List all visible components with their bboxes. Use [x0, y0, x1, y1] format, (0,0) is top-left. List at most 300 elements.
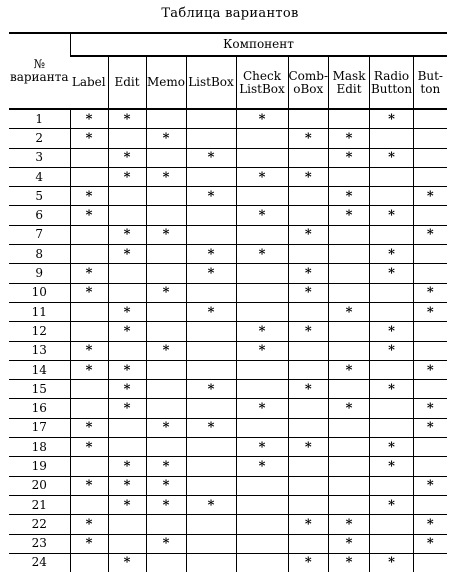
- component-mark: *: [207, 246, 215, 262]
- component-cell: [288, 283, 329, 302]
- component-cell: [370, 245, 414, 264]
- component-cell: [236, 225, 288, 244]
- table-row: [9, 438, 447, 457]
- component-cell: [414, 302, 447, 321]
- component-mark: *: [345, 362, 353, 378]
- component-cell: [146, 225, 186, 244]
- component-mark: *: [345, 130, 353, 146]
- component-cell: [108, 360, 146, 379]
- component-mark: *: [123, 323, 131, 339]
- component-cell: [329, 167, 370, 186]
- component-cell: [108, 187, 146, 206]
- component-cell: [329, 148, 370, 167]
- component-cell: [414, 322, 447, 341]
- component-cell: [288, 187, 329, 206]
- component-cell: [370, 341, 414, 360]
- component-cell: [146, 109, 186, 129]
- component-mark: *: [207, 188, 215, 204]
- component-cell: [288, 109, 329, 129]
- table-row: [9, 167, 447, 186]
- column-header: Radio Button: [370, 56, 414, 109]
- component-mark: *: [345, 188, 353, 204]
- table-row: [9, 495, 447, 514]
- component-cell: [186, 148, 236, 167]
- component-cell: [329, 438, 370, 457]
- table-row: [9, 109, 447, 129]
- component-cell: [288, 457, 329, 476]
- component-mark: *: [304, 130, 312, 146]
- variant-number: 15: [9, 380, 70, 399]
- component-cell: [146, 245, 186, 264]
- component-cell: [370, 264, 414, 283]
- component-cell: [370, 322, 414, 341]
- component-cell: [288, 360, 329, 379]
- component-cell: [329, 225, 370, 244]
- component-cell: [146, 341, 186, 360]
- column-header: ListBox: [186, 56, 236, 109]
- component-cell: [236, 109, 288, 129]
- component-cell: [70, 438, 108, 457]
- component-mark: *: [388, 497, 395, 513]
- component-mark: *: [207, 497, 215, 513]
- component-cell: [236, 206, 288, 225]
- variant-number: 24: [31, 555, 47, 570]
- component-cell: [370, 302, 414, 321]
- component-mark: *: [123, 362, 131, 378]
- component-cell: [108, 225, 146, 244]
- variant-number: 1: [9, 109, 70, 129]
- component-mark: *: [207, 381, 215, 397]
- variant-number: 5: [9, 187, 70, 206]
- component-mark: *: [162, 497, 170, 513]
- component-cell: [288, 167, 329, 186]
- component-cell: [414, 515, 447, 534]
- component-mark: *: [85, 266, 93, 282]
- column-header: Comb- oBox: [288, 56, 329, 109]
- component-cell: [146, 418, 186, 437]
- component-cell: [186, 553, 236, 572]
- column-header: Check ListBox: [236, 56, 288, 109]
- component-mark: *: [162, 343, 170, 359]
- component-cell: [70, 283, 108, 302]
- component-cell: [70, 380, 108, 399]
- component-mark: *: [388, 111, 395, 127]
- component-cell: [146, 360, 186, 379]
- component-cell: [70, 457, 108, 476]
- component-cell: [108, 399, 146, 418]
- component-cell: [108, 418, 146, 437]
- component-mark: *: [388, 246, 395, 262]
- table-row: [9, 129, 447, 148]
- component-cell: [329, 322, 370, 341]
- component-cell: [370, 457, 414, 476]
- component-cell: [70, 264, 108, 283]
- table-row: [9, 225, 447, 244]
- component-cell: [186, 167, 236, 186]
- component-cell: [329, 283, 370, 302]
- component-cell: [370, 206, 414, 225]
- component-mark: *: [162, 420, 170, 436]
- component-cell: [370, 360, 414, 379]
- component-mark: *: [304, 169, 312, 185]
- table-row: [9, 553, 447, 572]
- component-cell: [70, 495, 108, 514]
- component-mark: *: [426, 188, 434, 204]
- component-mark: *: [304, 516, 312, 532]
- component-cell: [236, 341, 288, 360]
- variant-number: 10: [9, 283, 70, 302]
- component-cell: [288, 302, 329, 321]
- component-mark: *: [207, 266, 215, 282]
- component-mark: *: [123, 555, 131, 571]
- table-row: [9, 283, 447, 302]
- table-row: [9, 360, 447, 379]
- variant-number: 17: [9, 418, 70, 437]
- component-mark: *: [123, 227, 131, 243]
- component-cell: [288, 495, 329, 514]
- component-cell: [108, 515, 146, 534]
- component-mark: *: [345, 555, 353, 571]
- table-row: [9, 322, 447, 341]
- component-mark: *: [388, 381, 395, 397]
- component-cell: [70, 399, 108, 418]
- component-mark: *: [426, 401, 434, 417]
- component-cell: [186, 515, 236, 534]
- component-mark: *: [258, 246, 266, 262]
- component-cell: [288, 148, 329, 167]
- component-cell: [108, 129, 146, 148]
- component-cell: [146, 148, 186, 167]
- component-mark: *: [304, 439, 312, 455]
- component-cell: [236, 495, 288, 514]
- variant-number: 18: [9, 438, 70, 457]
- component-cell: [236, 360, 288, 379]
- component-cell: [70, 167, 108, 186]
- component-mark: *: [304, 555, 312, 571]
- component-cell: [146, 206, 186, 225]
- component-mark: *: [345, 150, 353, 166]
- component-columns-header: [9, 56, 447, 109]
- component-cell: [236, 129, 288, 148]
- component-cell: [329, 457, 370, 476]
- variant-number: 22: [9, 515, 70, 534]
- component-mark: *: [345, 401, 353, 417]
- component-cell: [70, 553, 108, 572]
- component-mark: *: [258, 208, 266, 224]
- component-cell: [288, 206, 329, 225]
- component-cell: [414, 438, 447, 457]
- component-cell: [186, 225, 236, 244]
- variant-number: 11: [9, 302, 70, 321]
- component-cell: [288, 399, 329, 418]
- component-cell: [70, 245, 108, 264]
- component-mark: *: [426, 285, 434, 301]
- component-cell: [236, 245, 288, 264]
- component-mark: *: [388, 150, 395, 166]
- component-mark: *: [426, 536, 434, 552]
- component-cell: [108, 476, 146, 495]
- component-cell: [414, 206, 447, 225]
- component-mark: *: [345, 516, 353, 532]
- component-cell: [288, 515, 329, 534]
- component-cell: [186, 534, 236, 553]
- component-mark: *: [162, 169, 170, 185]
- component-mark: *: [258, 323, 266, 339]
- component-mark: *: [162, 285, 170, 301]
- column-header: Memo: [146, 56, 186, 109]
- component-cell: [288, 129, 329, 148]
- component-mark: *: [304, 227, 312, 243]
- component-cell: [370, 148, 414, 167]
- component-cell: [288, 553, 329, 572]
- variant-number: 14: [9, 360, 70, 379]
- component-cell: [186, 322, 236, 341]
- component-mark: *: [304, 323, 312, 339]
- component-mark: *: [426, 516, 434, 532]
- component-mark: *: [85, 516, 93, 532]
- component-mark: *: [85, 208, 93, 224]
- component-cell: [108, 167, 146, 186]
- component-cell: [186, 418, 236, 437]
- column-header: But- ton: [414, 56, 447, 109]
- component-cell: [186, 495, 236, 514]
- variant-number: 21: [9, 495, 70, 514]
- component-cell: [288, 264, 329, 283]
- component-cell: [329, 399, 370, 418]
- component-mark: *: [85, 536, 93, 552]
- component-cell: [236, 264, 288, 283]
- component-cell: [146, 129, 186, 148]
- variant-number: 6: [9, 206, 70, 225]
- component-cell: [288, 418, 329, 437]
- component-cell: [186, 264, 236, 283]
- component-cell: [146, 553, 186, 572]
- component-cell: [414, 476, 447, 495]
- table-row: [9, 264, 447, 283]
- component-mark: *: [123, 381, 131, 397]
- component-cell: [108, 322, 146, 341]
- component-mark: *: [123, 150, 131, 166]
- component-cell: [108, 206, 146, 225]
- component-cell: [414, 341, 447, 360]
- component-cell: [414, 418, 447, 437]
- component-cell: [370, 534, 414, 553]
- component-cell: [414, 283, 447, 302]
- component-cell: [370, 438, 414, 457]
- variant-number: 13: [9, 341, 70, 360]
- component-cell: [70, 109, 108, 129]
- component-mark: *: [85, 439, 93, 455]
- component-cell: [108, 495, 146, 514]
- component-mark: *: [162, 478, 170, 494]
- table-row: [9, 341, 447, 360]
- component-cell: [414, 380, 447, 399]
- component-cell: [288, 438, 329, 457]
- component-cell: [370, 553, 414, 572]
- component-cell: [236, 167, 288, 186]
- component-cell: [370, 283, 414, 302]
- component-cell: [414, 495, 447, 514]
- component-cell: [370, 380, 414, 399]
- component-cell: [70, 322, 108, 341]
- component-cell: [146, 457, 186, 476]
- component-mark: *: [123, 304, 131, 320]
- table-row: [9, 380, 447, 399]
- table-row: [9, 399, 447, 418]
- component-cell: [186, 283, 236, 302]
- variant-number: 23: [9, 534, 70, 553]
- component-cell: [288, 380, 329, 399]
- component-cell: [186, 476, 236, 495]
- variant-number: 19: [9, 457, 70, 476]
- component-cell: [236, 302, 288, 321]
- table-row: [9, 302, 447, 321]
- component-cell: [146, 187, 186, 206]
- component-group-header: Компонент: [70, 33, 447, 56]
- column-header: Mask Edit: [329, 56, 370, 109]
- component-cell: [288, 225, 329, 244]
- component-cell: [70, 148, 108, 167]
- variant-number: 7: [9, 225, 70, 244]
- component-cell: [108, 438, 146, 457]
- component-cell: [108, 264, 146, 283]
- component-cell: [186, 360, 236, 379]
- component-mark: *: [162, 458, 170, 474]
- component-mark: *: [388, 343, 395, 359]
- component-cell: [70, 360, 108, 379]
- variant-number: 16: [9, 399, 70, 418]
- component-cell: [146, 380, 186, 399]
- component-cell: [146, 534, 186, 553]
- component-cell: [414, 245, 447, 264]
- component-cell: [108, 148, 146, 167]
- component-cell: [146, 167, 186, 186]
- component-mark: *: [123, 246, 131, 262]
- component-cell: [70, 534, 108, 553]
- component-mark: *: [345, 304, 353, 320]
- component-cell: [414, 264, 447, 283]
- component-cell: [70, 225, 108, 244]
- variant-number: 8: [9, 245, 70, 264]
- component-mark: *: [345, 536, 353, 552]
- component-cell: [370, 515, 414, 534]
- component-mark: *: [123, 497, 131, 513]
- component-mark: *: [258, 439, 266, 455]
- component-cell: [108, 380, 146, 399]
- component-mark: *: [426, 478, 434, 494]
- component-cell: [329, 187, 370, 206]
- variants-table: [9, 32, 447, 572]
- component-cell: [329, 109, 370, 129]
- component-cell: [329, 341, 370, 360]
- component-mark: *: [426, 304, 434, 320]
- component-cell: [70, 341, 108, 360]
- component-cell: [414, 553, 447, 572]
- component-cell: [288, 322, 329, 341]
- component-cell: [70, 476, 108, 495]
- component-cell: [370, 418, 414, 437]
- component-cell: [236, 476, 288, 495]
- component-cell: [70, 418, 108, 437]
- component-cell: [370, 109, 414, 129]
- table-row: [9, 187, 447, 206]
- component-cell: [186, 245, 236, 264]
- component-cell: [186, 206, 236, 225]
- component-cell: [329, 495, 370, 514]
- variant-number: 9: [9, 264, 70, 283]
- component-cell: [236, 457, 288, 476]
- table-row: [9, 515, 447, 534]
- component-cell: [108, 341, 146, 360]
- component-cell: [186, 438, 236, 457]
- component-cell: [288, 341, 329, 360]
- column-header: Edit: [108, 56, 146, 109]
- component-cell: [329, 418, 370, 437]
- component-mark: *: [304, 266, 312, 282]
- component-mark: *: [85, 188, 93, 204]
- component-cell: [108, 245, 146, 264]
- column-header: Label: [70, 56, 108, 109]
- table-body: [9, 109, 447, 572]
- component-cell: [186, 109, 236, 129]
- component-mark: *: [207, 150, 215, 166]
- table-row: [9, 148, 447, 167]
- component-mark: *: [162, 227, 170, 243]
- component-cell: [236, 418, 288, 437]
- component-mark: *: [123, 111, 131, 127]
- component-mark: *: [258, 169, 266, 185]
- component-mark: *: [123, 401, 131, 417]
- component-cell: [370, 187, 414, 206]
- component-mark: *: [85, 478, 93, 494]
- component-mark: *: [85, 420, 93, 436]
- variant-number: 3: [9, 148, 70, 167]
- component-cell: [414, 399, 447, 418]
- component-cell: [288, 245, 329, 264]
- component-mark: *: [85, 130, 93, 146]
- component-cell: [108, 457, 146, 476]
- component-cell: [329, 476, 370, 495]
- component-cell: [329, 515, 370, 534]
- table-row: [9, 457, 447, 476]
- component-cell: [70, 302, 108, 321]
- component-mark: *: [426, 420, 434, 436]
- component-mark: *: [123, 458, 131, 474]
- variant-number: 4: [9, 167, 70, 186]
- component-cell: [186, 457, 236, 476]
- component-cell: [108, 302, 146, 321]
- component-mark: *: [388, 323, 395, 339]
- component-mark: *: [388, 208, 395, 224]
- component-cell: [414, 360, 447, 379]
- component-cell: [186, 341, 236, 360]
- component-mark: *: [123, 169, 131, 185]
- component-cell: [329, 206, 370, 225]
- component-mark: *: [304, 381, 312, 397]
- component-cell: [236, 438, 288, 457]
- table-row: [9, 418, 447, 437]
- component-mark: *: [85, 362, 93, 378]
- component-cell: [108, 109, 146, 129]
- component-mark: *: [258, 111, 266, 127]
- component-cell: [186, 187, 236, 206]
- component-cell: [146, 322, 186, 341]
- component-mark: *: [85, 111, 93, 127]
- component-cell: [186, 302, 236, 321]
- component-mark: *: [207, 304, 215, 320]
- component-cell: [70, 187, 108, 206]
- component-cell: [146, 302, 186, 321]
